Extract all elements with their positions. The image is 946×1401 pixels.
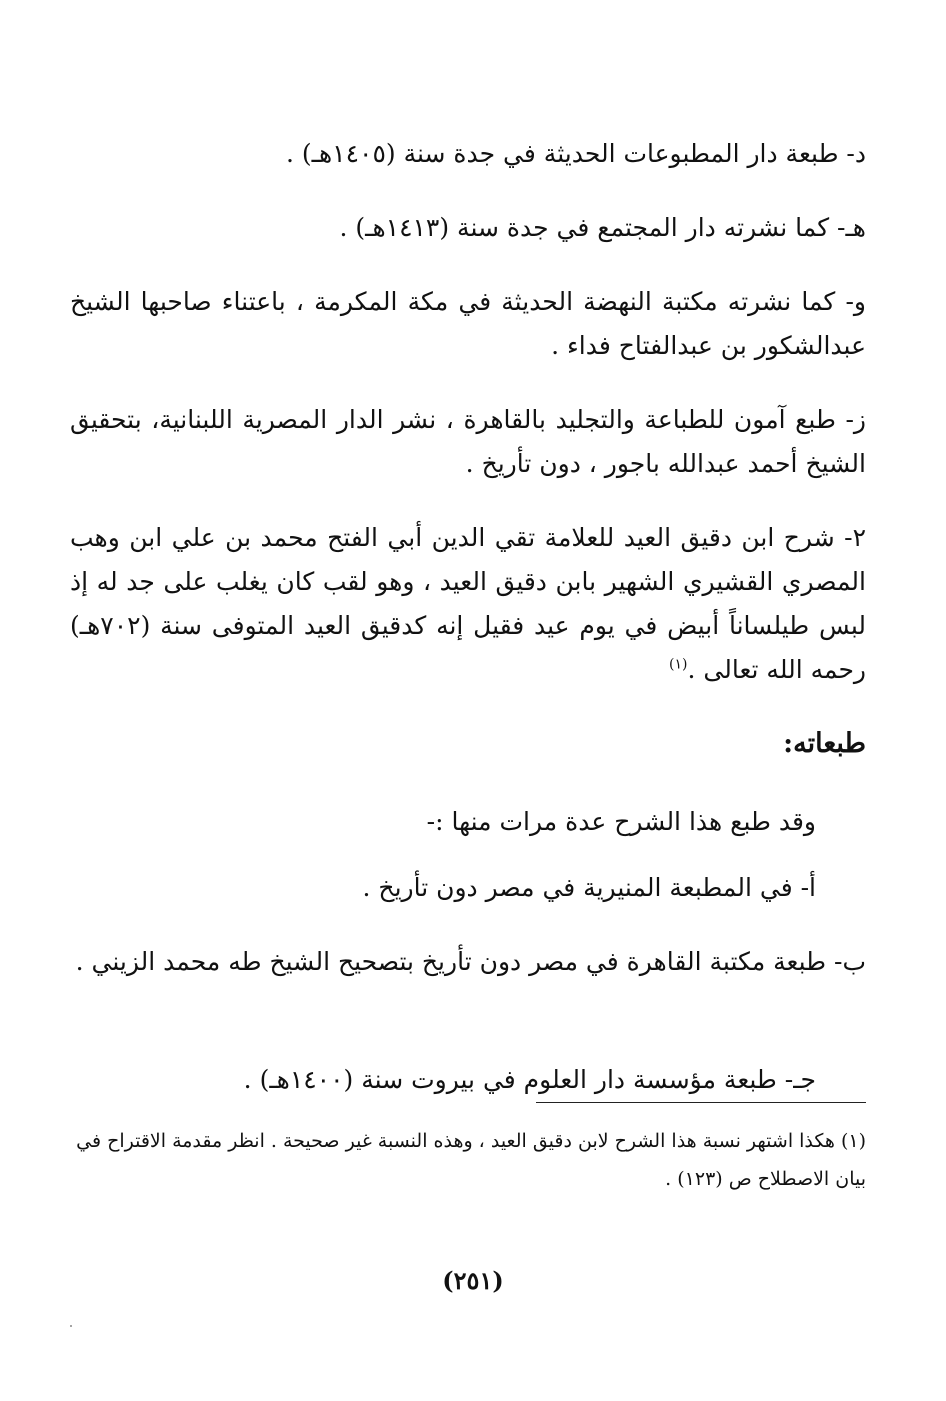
edition-w-paragraph: و- كما نشرته مكتبة النهضة الحديثة في مكة المكرمة ، باعتناء صاحبها الشيخ عبدالشكور بن عبدالفتاح فداء . bbox=[70, 287, 866, 360]
sharh-ibn-daqiq-paragraph bbox=[70, 516, 866, 692]
section-heading-editions: طبعاته: bbox=[783, 728, 866, 759]
edition-d-paragraph: د- طبعة دار المطبوعات الحديثة في جدة سنة (١٤٠٥هـ) . bbox=[286, 139, 866, 168]
edition-a-paragraph: أ- في المطبعة المنيرية في مصر دون تأريخ . bbox=[362, 873, 816, 902]
edition-h-paragraph: هـ- كما نشرته دار المجتمع في جدة سنة (١٤١٣هـ) . bbox=[339, 213, 866, 242]
footnote-text: (١) هكذا اشتهر نسبة هذا الشرح لابن دقيق العيد ، وهذه النسبة غير صحيحة . انظر مقدمة الاقتراح في بيان الاصطلاح ص (١٢٣) . bbox=[76, 1130, 866, 1190]
editions-intro: وقد طبع هذا الشرح عدة مرات منها :- bbox=[426, 807, 816, 836]
page-number: (٢٥١) bbox=[442, 1266, 504, 1295]
scan-speck bbox=[70, 1325, 72, 1327]
footnote-reference: (١) bbox=[669, 656, 688, 673]
edition-j-paragraph: جـ- طبعة مؤسسة دار العلوم في بيروت سنة (١٤٠٠هـ) . bbox=[243, 1065, 816, 1094]
edition-z-paragraph: ز- طبع آمون للطباعة والتجليد بالقاهرة ، نشر الدار المصرية اللبنانية، بتحقيق الشيخ أحمد عبدالله باجور ، دون تأريخ . bbox=[70, 405, 866, 478]
edition-b-paragraph: ب- طبعة مكتبة القاهرة في مصر دون تأريخ بتصحيح الشيخ طه محمد الزيني . bbox=[75, 947, 866, 976]
sharh-text: ٢- شرح ابن دقيق العيد للعلامة تقي الدين أبي الفتح محمد بن علي ابن وهب المصري القشيري الشهير بابن دقيق العيد ، وهو لقب كان يغلب على جد له إذ لبس طيلساناً أبيض في يوم عيد فقيل إنه كدقيق العيد المتوفى سنة (٧٠٢هـ) رحمه الله تعالى . bbox=[70, 523, 866, 684]
footnote-divider bbox=[536, 1102, 866, 1103]
